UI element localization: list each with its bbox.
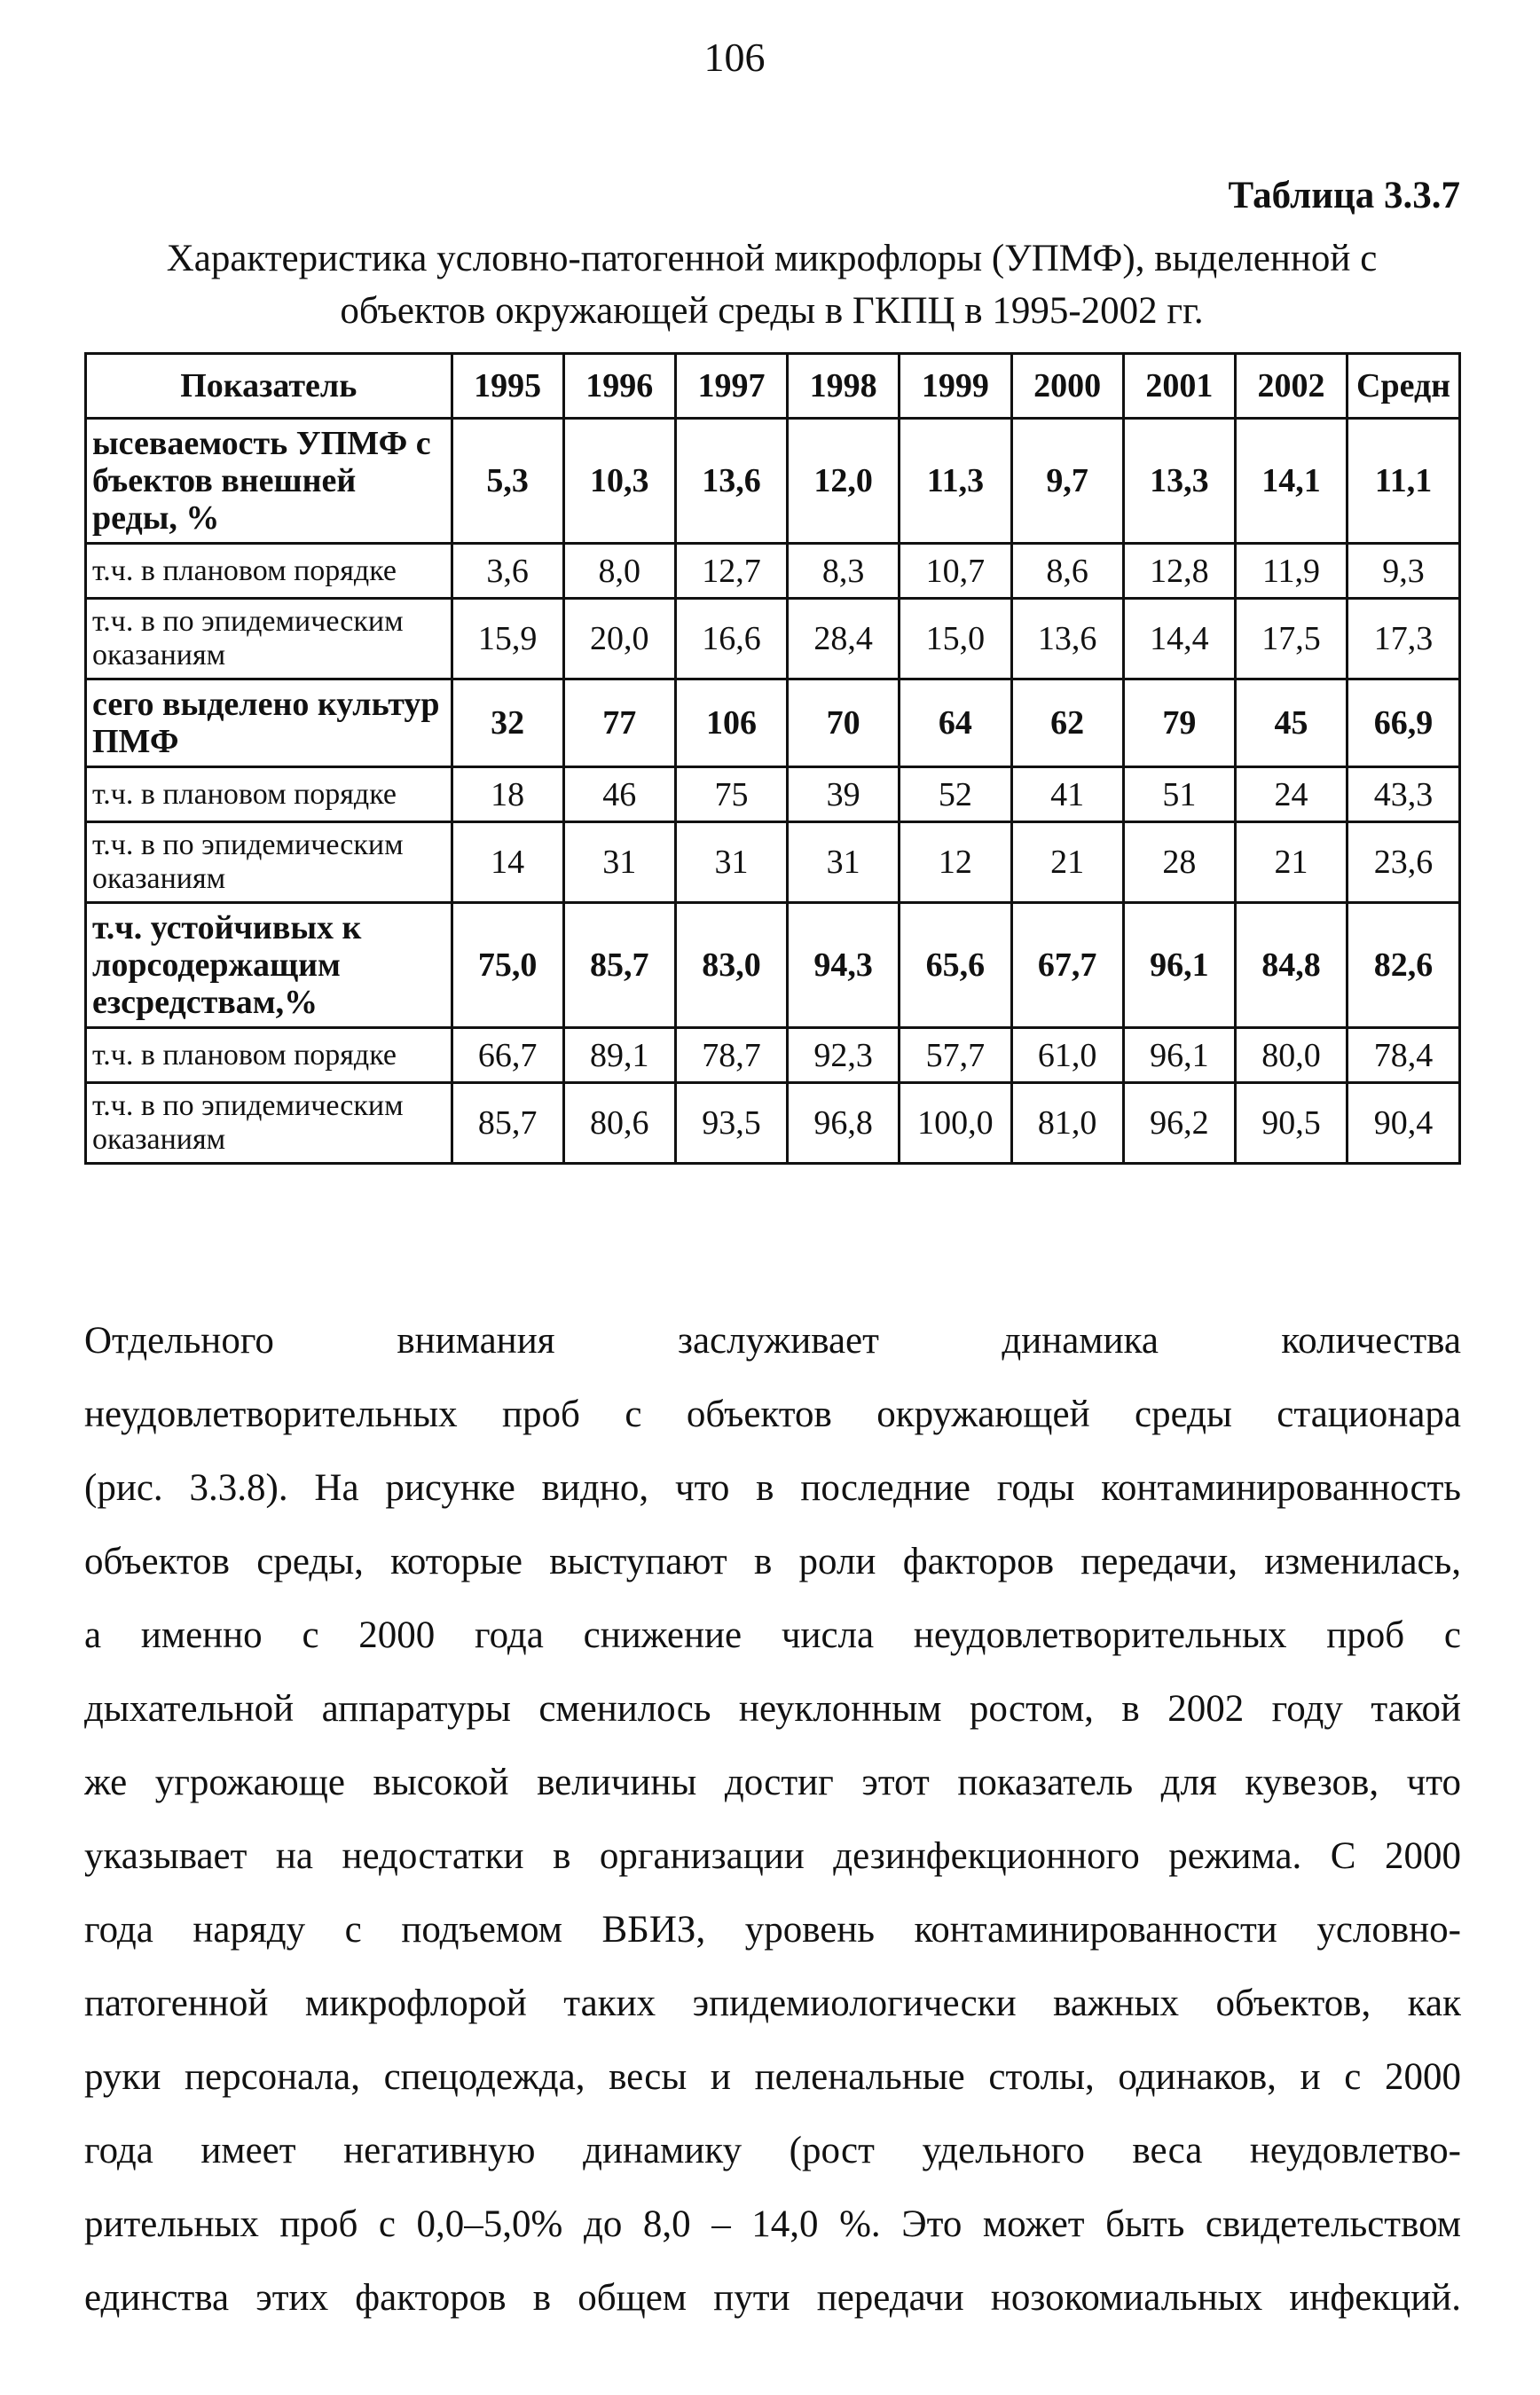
caption-line: Характеристика условно-патогенной микрофлоры (УПМФ), выделенной с — [166, 238, 1378, 279]
text-line: (рис. 3.3.8). На рисунке видно, что в последние годы контаминированность — [84, 1467, 1461, 1509]
table-cell: 12,8 — [1123, 544, 1235, 599]
table-cell: 46 — [563, 767, 675, 822]
table-cell: 94,3 — [788, 903, 900, 1028]
text-line: же угрожающе высокой величины достиг этот показатель для кувезов, что — [84, 1762, 1461, 1803]
header-year: 1996 — [563, 354, 675, 419]
table-cell: 23,6 — [1348, 822, 1460, 903]
table-cell: 31 — [563, 822, 675, 903]
header-year: 2002 — [1235, 354, 1347, 419]
table-cell: 12,0 — [788, 419, 900, 544]
table-cell: 21 — [1235, 822, 1347, 903]
text-line: года имеет негативную динамику (рост удельного веса неудовлетво- — [84, 2130, 1461, 2171]
row-label: сего выделено культур ПМФ — [86, 679, 452, 767]
table-cell: 85,7 — [452, 1083, 563, 1164]
table-cell: 32 — [452, 679, 563, 767]
table-row — [86, 679, 1460, 767]
row-label: т.ч. в по эпидемическим оказаниям — [86, 822, 452, 903]
text-line: а именно с 2000 года снижение числа неудовлетворительных проб с — [84, 1614, 1461, 1656]
table-cell: 18 — [452, 767, 563, 822]
row-label: т.ч. в плановом порядке — [86, 767, 452, 822]
table-cell: 67,7 — [1011, 903, 1123, 1028]
table-cell: 31 — [788, 822, 900, 903]
text-line: неудовлетворительных проб с объектов окружающей среды стационара — [84, 1394, 1461, 1435]
row-label: т.ч. в по эпидемическим оказаниям — [86, 599, 452, 679]
table-cell: 15,9 — [452, 599, 563, 679]
table-cell: 52 — [900, 767, 1011, 822]
table-cell: 17,3 — [1348, 599, 1460, 679]
header-year: 2000 — [1011, 354, 1123, 419]
table-caption — [89, 232, 1455, 337]
header-year: 1999 — [900, 354, 1011, 419]
body-paragraph — [84, 1304, 1461, 2335]
table-cell: 65,6 — [900, 903, 1011, 1028]
table-cell: 9,3 — [1348, 544, 1460, 599]
table-cell: 85,7 — [563, 903, 675, 1028]
text-line: года наряду с подъемом ВБИЗ, уровень контаминированности условно- — [84, 1909, 1461, 1951]
row-label: т.ч. в плановом порядке — [86, 1028, 452, 1083]
table-cell: 8,6 — [1011, 544, 1123, 599]
text-line: патогенной микрофлорой таких эпидемиологически важных объектов, как — [84, 1983, 1461, 2024]
table-cell: 51 — [1123, 767, 1235, 822]
table-row — [86, 599, 1460, 679]
caption-line: объектов окружающей среды в ГКПЦ в 1995-2002 гг. — [340, 290, 1204, 332]
table-cell: 21 — [1011, 822, 1123, 903]
table-cell: 70 — [788, 679, 900, 767]
table-row — [86, 903, 1460, 1028]
table-cell: 10,7 — [900, 544, 1011, 599]
table-cell: 20,0 — [563, 599, 675, 679]
table-cell: 57,7 — [900, 1028, 1011, 1083]
table-cell: 90,4 — [1348, 1083, 1460, 1164]
table-cell: 13,6 — [675, 419, 787, 544]
table-cell: 43,3 — [1348, 767, 1460, 822]
table-cell: 78,7 — [675, 1028, 787, 1083]
table-cell: 89,1 — [563, 1028, 675, 1083]
table-cell: 90,5 — [1235, 1083, 1347, 1164]
header-year: 1997 — [675, 354, 787, 419]
table-cell: 3,6 — [452, 544, 563, 599]
table-row — [86, 1028, 1460, 1083]
table-header-row — [86, 354, 1460, 419]
table-cell: 12 — [900, 822, 1011, 903]
table-row — [86, 419, 1460, 544]
table-cell: 61,0 — [1011, 1028, 1123, 1083]
table-cell: 9,7 — [1011, 419, 1123, 544]
header-average: Средн — [1348, 354, 1460, 419]
header-year: 1998 — [788, 354, 900, 419]
table-cell: 83,0 — [675, 903, 787, 1028]
table-cell: 39 — [788, 767, 900, 822]
row-label: ысеваемость УПМФ с бъектов внешней реды, % — [86, 419, 452, 544]
text-line: объектов среды, которые выступают в роли факторов передачи, изменилась, — [84, 1541, 1461, 1582]
table-cell: 62 — [1011, 679, 1123, 767]
table-row — [86, 1083, 1460, 1164]
table-cell: 77 — [563, 679, 675, 767]
text-line: единства этих факторов в общем пути передачи нозокомиальных инфекций. — [84, 2277, 1461, 2319]
header-year: 2001 — [1123, 354, 1235, 419]
table-cell: 80,6 — [563, 1083, 675, 1164]
table-cell: 24 — [1235, 767, 1347, 822]
table-cell: 81,0 — [1011, 1083, 1123, 1164]
table-cell: 5,3 — [452, 419, 563, 544]
table-label: Таблица 3.3.7 — [1228, 175, 1460, 216]
table-cell: 78,4 — [1348, 1028, 1460, 1083]
table-cell: 41 — [1011, 767, 1123, 822]
table-cell: 75 — [675, 767, 787, 822]
header-indicator: Показатель — [86, 354, 452, 419]
table-cell: 13,3 — [1123, 419, 1235, 544]
text-line: рительных проб с 0,0–5,0% до 8,0 – 14,0 %. Это может быть свидетельством — [84, 2203, 1461, 2245]
table-cell: 31 — [675, 822, 787, 903]
row-label: т.ч. устойчивых к лорсодержащим езсредствам,% — [86, 903, 452, 1028]
table-cell: 10,3 — [563, 419, 675, 544]
table-cell: 64 — [900, 679, 1011, 767]
table-cell: 82,6 — [1348, 903, 1460, 1028]
data-table — [84, 352, 1461, 1165]
table-cell: 96,8 — [788, 1083, 900, 1164]
table-cell: 14,4 — [1123, 599, 1235, 679]
table-cell: 14 — [452, 822, 563, 903]
table-cell: 45 — [1235, 679, 1347, 767]
table-cell: 92,3 — [788, 1028, 900, 1083]
table-cell: 96,1 — [1123, 1028, 1235, 1083]
table-cell: 14,1 — [1235, 419, 1347, 544]
table-cell: 84,8 — [1235, 903, 1347, 1028]
table-cell: 75,0 — [452, 903, 563, 1028]
table-cell: 100,0 — [900, 1083, 1011, 1164]
table-cell: 12,7 — [675, 544, 787, 599]
page-number: 106 — [703, 35, 766, 80]
table-cell: 11,1 — [1348, 419, 1460, 544]
table-cell: 96,2 — [1123, 1083, 1235, 1164]
table-body — [86, 419, 1460, 1164]
table-cell: 8,3 — [788, 544, 900, 599]
table-cell: 16,6 — [675, 599, 787, 679]
table-cell: 15,0 — [900, 599, 1011, 679]
row-label: т.ч. в по эпидемическим оказаниям — [86, 1083, 452, 1164]
table-row — [86, 822, 1460, 903]
table-cell: 8,0 — [563, 544, 675, 599]
table-cell: 80,0 — [1235, 1028, 1347, 1083]
table-cell: 11,9 — [1235, 544, 1347, 599]
table-cell: 93,5 — [675, 1083, 787, 1164]
table-row — [86, 767, 1460, 822]
table-cell: 28 — [1123, 822, 1235, 903]
table-cell: 66,9 — [1348, 679, 1460, 767]
table-cell: 106 — [675, 679, 787, 767]
table-cell: 17,5 — [1235, 599, 1347, 679]
table-row — [86, 544, 1460, 599]
table-cell: 66,7 — [452, 1028, 563, 1083]
table-cell: 96,1 — [1123, 903, 1235, 1028]
table-cell: 28,4 — [788, 599, 900, 679]
row-label: т.ч. в плановом порядке — [86, 544, 452, 599]
header-year: 1995 — [452, 354, 563, 419]
text-line: Отдельного внимания заслуживает динамика количества — [84, 1320, 1461, 1362]
table-cell: 11,3 — [900, 419, 1011, 544]
text-line: указывает на недостатки в организации дезинфекционного режима. С 2000 — [84, 1835, 1461, 1877]
table-cell: 13,6 — [1011, 599, 1123, 679]
text-line: дыхательной аппаратуры сменилось неуклонным ростом, в 2002 году такой — [84, 1688, 1461, 1730]
text-line: руки персонала, спецодежда, весы и пеленальные столы, одинаков, и с 2000 — [84, 2056, 1461, 2098]
table-cell: 79 — [1123, 679, 1235, 767]
